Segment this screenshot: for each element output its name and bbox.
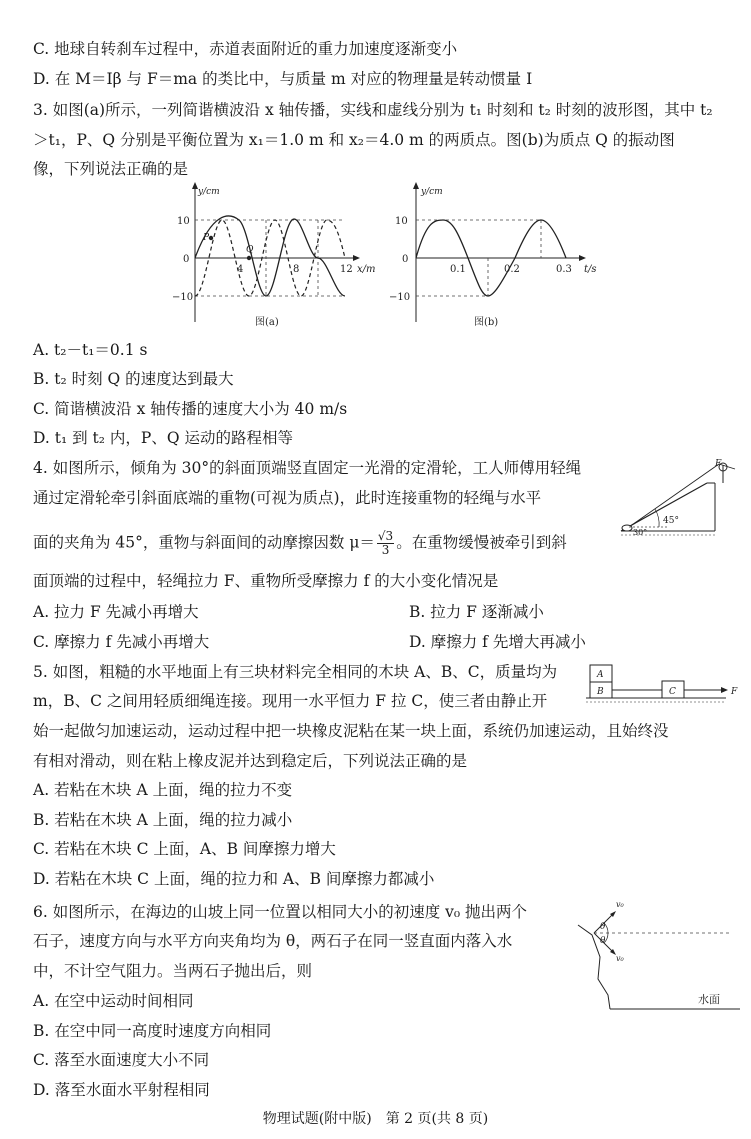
q6-theta-bottom: θ — [600, 936, 606, 946]
q2-option-c: C. 地球自转刹车过程中，赤道表面附近的重力加速度逐渐变小 — [33, 40, 458, 58]
q6-v0-bottom: v₀ — [616, 954, 624, 963]
q4-stem-line-1: 4. 如图所示，倾角为 30°的斜面顶端竖直固定一光滑的定滑轮，工人师傅用轻绳 — [33, 459, 582, 477]
mu-fraction — [377, 530, 394, 557]
fig-a-ytick-0: 0 — [183, 254, 190, 265]
fig-a-y-label: y/cm — [198, 187, 220, 197]
q4-stem-3a: 面的夹角为 45°，重物与斜面间的动摩擦因数 μ＝ — [33, 533, 375, 552]
q5-stem-line-4: 有相对滑动，则在粘上橡皮泥并达到稳定后，下列说法正确的是 — [33, 752, 468, 770]
q3-option-b: B. t₂ 时刻 Q 的速度达到最大 — [33, 370, 234, 388]
q3-figure-a — [165, 182, 380, 330]
q6-option-a: A. 在空中运动时间相同 — [33, 992, 194, 1010]
fig-b-ytick-10: 10 — [395, 216, 408, 227]
fig-b-x-label: t/s — [584, 264, 597, 275]
q6-option-c: C. 落至水面速度大小不同 — [33, 1051, 210, 1069]
fig-b-xtick-0-1: 0.1 — [450, 264, 466, 275]
q6-option-b: B. 在空中同一高度时速度方向相同 — [33, 1022, 272, 1040]
q6-stem-line-3: 中，不计空气阻力。当两石子抛出后，则 — [33, 962, 313, 980]
block-c-label: C — [669, 687, 676, 697]
q5-blocks-figure — [586, 660, 744, 706]
fig-a-point-q: Q — [246, 245, 254, 255]
q3-stem-line-1: 3. 如图(a)所示，一列简谐横波沿 x 轴传播，实线和虚线分别为 t₁ 时刻和 t₂ 时刻的波形图，其中 t₂ — [33, 101, 713, 119]
fig-a-xtick-4: 4 — [237, 264, 244, 275]
q4-option-d: D. 摩擦力 f 先增大再减小 — [409, 633, 586, 651]
q3-option-a: A. t₂－t₁＝0.1 s — [33, 341, 148, 359]
q2-option-d: D. 在 M＝Iβ 与 F＝ma 的类比中，与质量 m 对应的物理量是转动惯量 I — [33, 70, 533, 88]
q4-angle-30: 30° — [633, 528, 648, 537]
q3-figure-b — [378, 182, 613, 330]
fig-b-xtick-0-3: 0.3 — [556, 264, 572, 275]
fig-a-caption: 图(a) — [255, 317, 279, 328]
q5-option-d: D. 若粘在木块 C 上面，绳的拉力和 A、B 间摩擦力都减小 — [33, 870, 435, 888]
q3-option-d: D. t₁ 到 t₂ 内，P、Q 运动的路程相等 — [33, 429, 293, 447]
fig-b-caption: 图(b) — [474, 317, 499, 328]
q4-angle-45: 45° — [663, 516, 679, 526]
q4-option-c: C. 摩擦力 f 先减小再增大 — [33, 633, 210, 651]
block-a-label: A — [597, 670, 604, 680]
q6-stem-line-1: 6. 如图所示，在海边的山坡上同一位置以相同大小的初速度 v₀ 抛出两个 — [33, 903, 528, 921]
q5-option-b: B. 若粘在木块 A 上面，绳的拉力减小 — [33, 811, 293, 829]
fig-a-xtick-8: 8 — [293, 264, 300, 275]
q5-stem-line-2: m，B、C 之间用轻质细绳连接。现用一水平恒力 F 拉 C，使三者由静止开 — [33, 692, 548, 710]
q4-stem-line-2: 通过定滑轮牵引斜面底端的重物(可视为质点)，此时连接重物的轻绳与水平 — [33, 489, 542, 507]
fig-a-ytick-neg10: −10 — [172, 292, 194, 303]
fig-b-y-label: y/cm — [421, 187, 443, 197]
block-b-label: B — [597, 687, 604, 697]
q3-option-c: C. 简谐横波沿 x 轴传播的速度大小为 40 m/s — [33, 400, 348, 418]
q4-stem-3b: 。在重物缓慢被牵引到斜 — [396, 533, 567, 552]
fig-a-ytick-10: 10 — [177, 216, 190, 227]
q4-force-label: F — [715, 459, 722, 469]
q6-theta-top: θ — [600, 922, 606, 932]
mu-numerator: √3 — [377, 529, 394, 543]
q4-stem-line-3 — [33, 530, 567, 557]
force-f-label: F — [731, 687, 738, 697]
q4-option-a: A. 拉力 F 先减小再增大 — [33, 603, 199, 621]
q6-option-d: D. 落至水面水平射程相同 — [33, 1081, 210, 1099]
fig-a-point-p: P — [203, 233, 210, 243]
q3-stem-line-3: 像，下列说法正确的是 — [33, 160, 189, 178]
fig-a-x-label: x/m — [357, 264, 376, 275]
q5-option-a: A. 若粘在木块 A 上面，绳的拉力不变 — [33, 781, 293, 799]
fig-a-xtick-12: 12 — [340, 264, 353, 275]
q4-incline-figure — [615, 455, 743, 537]
q4-stem-line-4: 面顶端的过程中，轻绳拉力 F、重物所受摩擦力 f 的大小变化情况是 — [33, 572, 499, 590]
q5-stem-line-3: 始一起做匀加速运动，运动过程中把一块橡皮泥粘在某一块上面，系统仍加速运动，且始终没 — [33, 722, 669, 740]
q4-option-b: B. 拉力 F 逐渐减小 — [409, 603, 544, 621]
q5-stem-line-1: 5. 如图，粗糙的水平地面上有三块材料完全相同的木块 A、B、C，质量均为 — [33, 663, 558, 681]
q6-cliff-figure — [570, 895, 742, 1013]
q6-water-surface-label: 水面 — [698, 993, 720, 1006]
q5-option-c: C. 若粘在木块 C 上面，A、B 间摩擦力增大 — [33, 840, 336, 858]
page-footer: 物理试题(附中版) 第 2 页(共 8 页) — [262, 1111, 489, 1127]
q3-stem-line-2: ＞t₁，P、Q 分别是平衡位置为 x₁＝1.0 m 和 x₂＝4.0 m 的两质点。图(b)为质点 Q 的振动图 — [33, 131, 675, 149]
fig-b-xtick-0-2: 0.2 — [504, 264, 520, 275]
fig-b-ytick-neg10: −10 — [389, 292, 411, 303]
mu-denominator: 3 — [381, 543, 390, 557]
q6-stem-line-2: 石子，速度方向与水平方向夹角均为 θ，两石子在同一竖直面内落入水 — [33, 932, 513, 950]
fig-b-ytick-0: 0 — [402, 254, 409, 265]
q6-v0-top: v₀ — [616, 900, 624, 909]
